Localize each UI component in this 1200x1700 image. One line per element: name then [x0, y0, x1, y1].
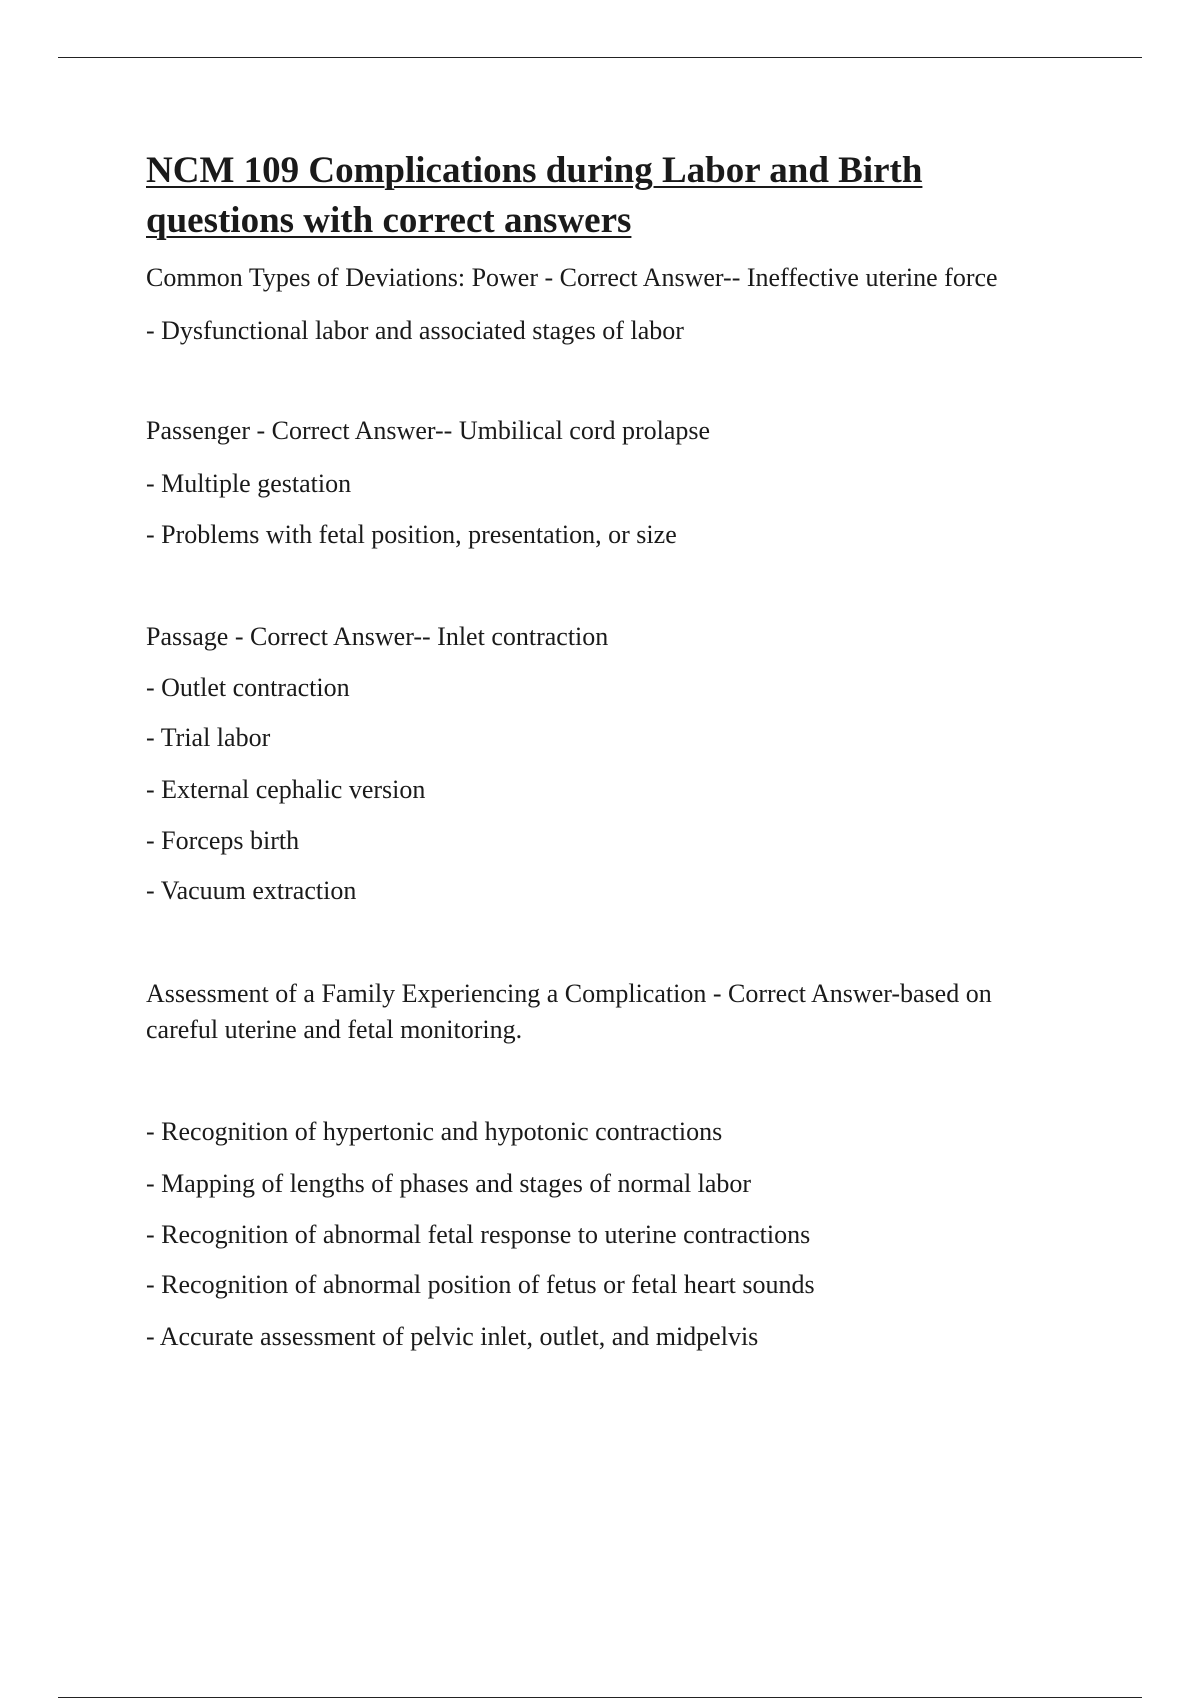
text-line: Passage - Correct Answer-- Inlet contraction	[146, 622, 609, 651]
text-line: - Recognition of abnormal position of fetus or fetal heart sounds	[146, 1270, 815, 1299]
text-line: - Mapping of lengths of phases and stages of normal labor	[146, 1169, 752, 1198]
document-title	[146, 146, 1096, 246]
text-line: - Trial labor	[146, 723, 271, 752]
text-line: - Dysfunctional labor and associated stages of labor	[146, 316, 684, 345]
text-line: Assessment of a Family Experiencing a Complication - Correct Answer-based on	[146, 979, 992, 1008]
header-rule	[58, 57, 1142, 58]
text-line: careful uterine and fetal monitoring.	[146, 1015, 523, 1044]
text-line: Passenger - Correct Answer-- Umbilical cord prolapse	[146, 416, 711, 445]
text-line: - Outlet contraction	[146, 673, 350, 702]
footer-rule	[58, 1697, 1142, 1698]
text-line: - External cephalic version	[146, 775, 426, 804]
title-line-1: NCM 109 Complications during Labor and Birth	[146, 150, 923, 191]
text-line: Common Types of Deviations: Power - Correct Answer-- Ineffective uterine force	[146, 263, 998, 292]
text-line: - Recognition of abnormal fetal response to uterine contractions	[146, 1220, 811, 1249]
text-line: - Problems with fetal position, presentation, or size	[146, 520, 677, 549]
text-line: - Forceps birth	[146, 826, 300, 855]
text-line: - Recognition of hypertonic and hypotonic contractions	[146, 1117, 723, 1146]
text-line: - Accurate assessment of pelvic inlet, outlet, and midpelvis	[146, 1322, 759, 1351]
title-line-2: questions with correct answers	[146, 200, 632, 241]
text-line: - Vacuum extraction	[146, 876, 357, 905]
text-line: - Multiple gestation	[146, 469, 352, 498]
